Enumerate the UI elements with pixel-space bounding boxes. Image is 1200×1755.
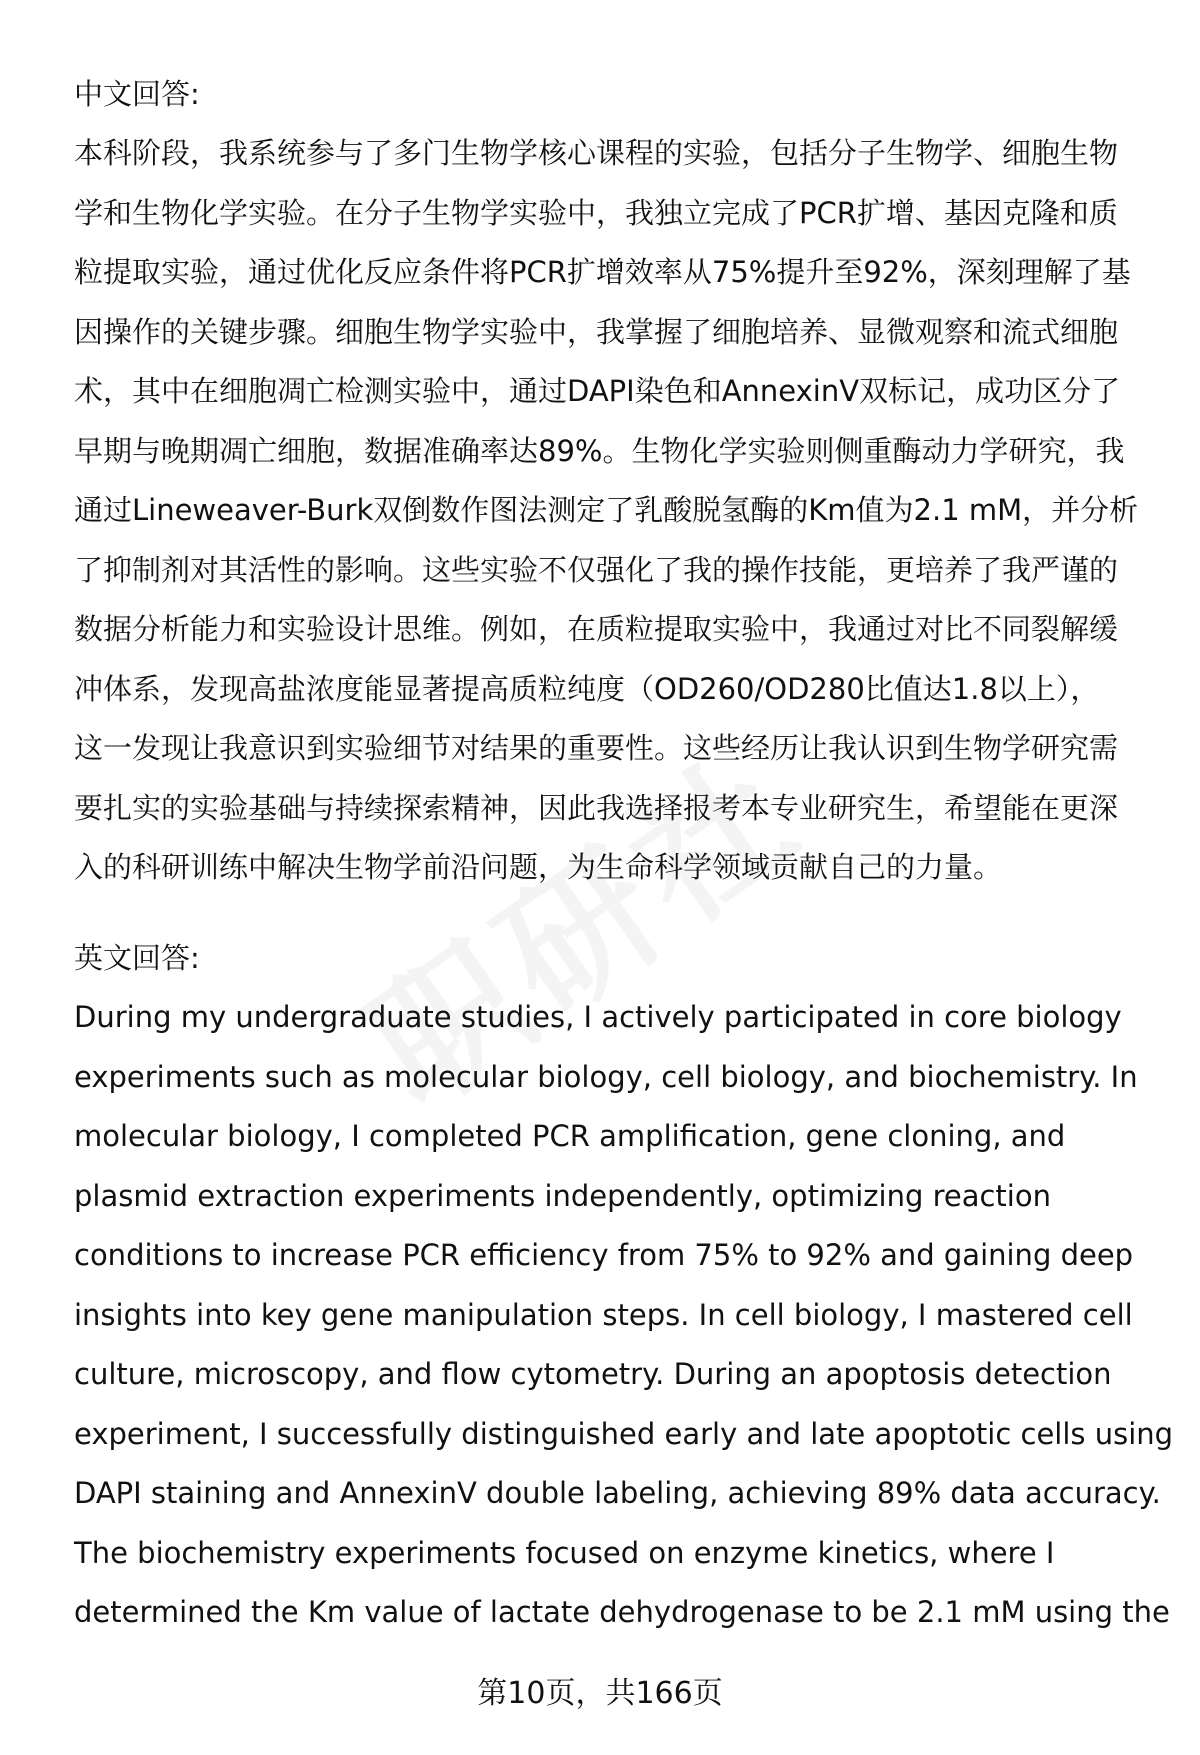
chinese-answer-paragraph [74, 124, 1139, 898]
paragraph-line: 粒提取实验，通过优化反应条件将PCR扩增效率从75%提升至92%，深刻理解了基 [74, 255, 1131, 289]
paragraph-line: 因操作的关键步骤。细胞生物学实验中，我掌握了细胞培养、显微观察和流式细胞 [74, 314, 1119, 349]
paragraph-line: 早期与晚期凋亡细胞，数据准确率达89%。生物化学实验则侧重酶动力学研究，我 [74, 433, 1125, 468]
english-answer-heading: 英文回答: [74, 941, 200, 975]
paragraph-line: 数据分析能力和实验设计思维。例如，在质粒提取实验中，我通过对比不同裂解缓 [74, 612, 1119, 646]
paragraph-line: During my undergraduate studies, I actively participated in core biology [74, 1000, 1122, 1034]
chinese-answer-section [74, 64, 1139, 898]
paragraph-line: conditions to increase PCR efficiency from 75% to 92% and gaining deep [74, 1238, 1134, 1272]
paragraph-line: 要扎实的实验基础与持续探索精神，因此我选择报考本专业研究生，希望能在更深 [74, 790, 1119, 825]
paragraph-line: experiments such as molecular biology, cell biology, and biochemistry. In [74, 1059, 1138, 1094]
paragraph-line: 术，其中在细胞凋亡检测实验中，通过DAPI染色和AnnexinV双标记，成功区分了 [74, 374, 1121, 408]
paragraph-line: determined the Km value of lactate dehydrogenase to be 2.1 mM using the [74, 1595, 1170, 1629]
paragraph-line: culture, microscopy, and flow cytometry. During an apoptosis detection [74, 1357, 1112, 1391]
chinese-answer-heading: 中文回答: [74, 77, 200, 111]
paragraph-line: The biochemistry experiments focused on enzyme kinetics, where I [74, 1535, 1055, 1570]
paragraph-line: 冲体系，发现高盐浓度能显著提高质粒纯度（OD260/OD280比值达1.8以上）， [74, 671, 1100, 706]
paragraph-line: 这一发现让我意识到实验细节对结果的重要性。这些经历让我认识到生物学研究需 [74, 731, 1119, 765]
paragraph-line: DAPI staining and AnnexinV double labeling, achieving 89% data accuracy. [74, 1476, 1161, 1510]
paragraph-line: 入的科研训练中解决生物学前沿问题，为生命科学领域贡献自己的力量。 [74, 850, 1003, 884]
paragraph-line: molecular biology, I completed PCR amplification, gene cloning, and [74, 1119, 1066, 1153]
paragraph-line: 学和生物化学实验。在分子生物学实验中，我独立完成了PCR扩增、基因克隆和质 [74, 195, 1118, 230]
english-answer-section [74, 928, 1174, 1643]
paragraph-line: experiment, I successfully distinguished early and late apoptotic cells using [74, 1416, 1174, 1451]
paragraph-line: 了抑制剂对其活性的影响。这些实验不仅强化了我的操作技能，更培养了我严谨的 [74, 552, 1119, 587]
paragraph-line: 本科阶段，我系统参与了多门生物学核心课程的实验，包括分子生物学、细胞生物 [74, 136, 1119, 170]
page-number-footer: 第10页，共166页 [477, 1676, 723, 1711]
paragraph-line: plasmid extraction experiments independently, optimizing reaction [74, 1178, 1051, 1213]
english-answer-paragraph [74, 988, 1174, 1643]
paragraph-line: insights into key gene manipulation steps. In cell biology, I mastered cell [74, 1297, 1133, 1332]
paragraph-line: 通过Lineweaver-Burk双倒数作图法测定了乳酸脱氢酶的Km值为2.1 mM，并分析 [74, 493, 1139, 527]
